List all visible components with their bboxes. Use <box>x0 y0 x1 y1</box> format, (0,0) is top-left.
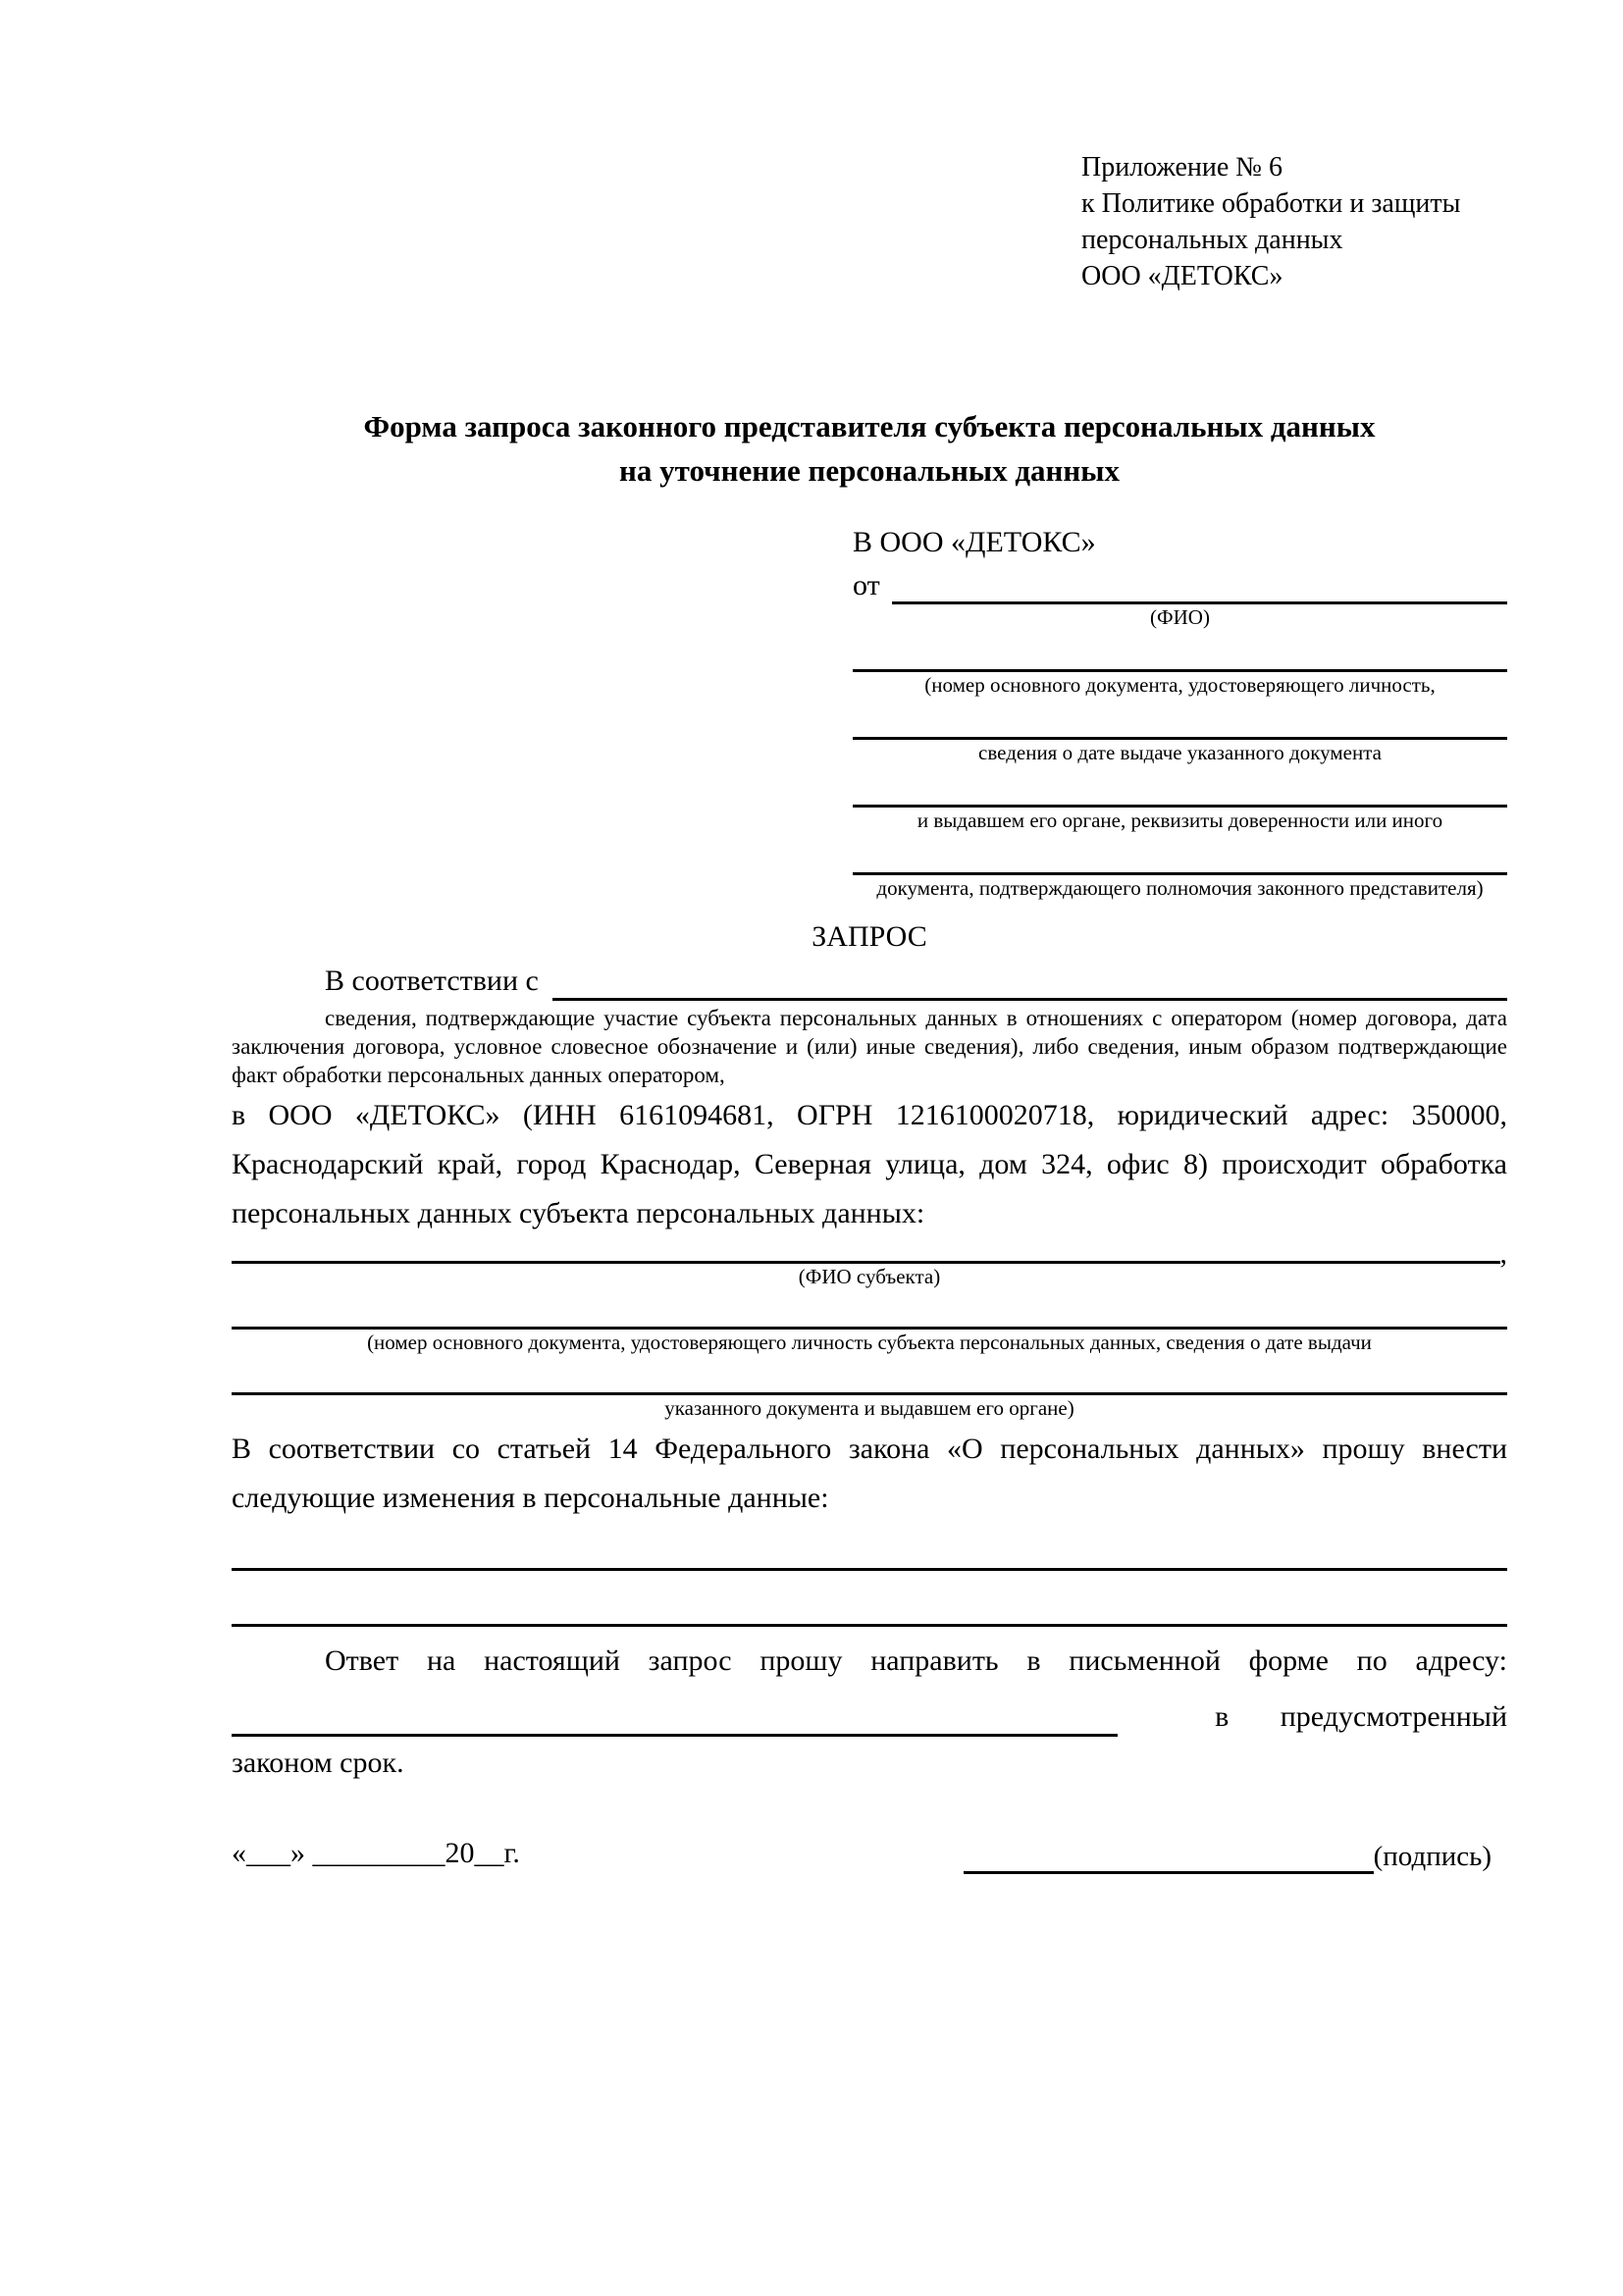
appendix-number: Приложение № 6 <box>1081 152 1283 183</box>
representative-doc-caption-2: сведения о дате выдаче указанного документа <box>978 741 1382 764</box>
form-title-line1: Форма запроса законного представителя субъекта персональных данных <box>363 409 1376 444</box>
form-title-line2: на уточнение персональных данных <box>619 453 1120 488</box>
participation-note: сведения, подтверждающие участие субъекта персональных данных в отношениях с оператором (номер договора, дата заключения договора, условное словесное обозначение и (или) иные сведения), либо сведения, иным образом подтверждающие факт обработки персональных данных оператором, <box>232 1006 1507 1087</box>
representative-doc-caption-4: документа, подтверждающего полномочия законного представителя) <box>876 876 1484 900</box>
form-title <box>232 404 1507 493</box>
signature-blank-line <box>964 1838 1374 1874</box>
request-heading: ЗАПРОС <box>812 920 927 953</box>
addressee-block <box>853 522 1507 901</box>
accordance-blank-line <box>552 998 1507 1001</box>
reply-address-row <box>232 1686 1507 1737</box>
appendix-policy-line2: персональных данных <box>1081 225 1343 255</box>
appendix-policy-line: к Политике обработки и защиты <box>1081 188 1461 219</box>
accordance-prefix: В соответствии с <box>325 965 539 997</box>
representative-doc-blank-line-1 <box>853 630 1507 672</box>
subject-fio-caption: (ФИО субъекта) <box>798 1265 941 1288</box>
subject-doc-caption-1: (номер основного документа, удостоверяющего личность субъекта персональных данных, сведения о дате выдачи <box>367 1331 1372 1354</box>
date-field: «___» _________20__г. <box>232 1837 520 1869</box>
law-paragraph: В соответствии со статьей 14 Федерального закона «О персональных данных» прошу внести следующие изменения в персональные данные: <box>232 1433 1507 1514</box>
representative-doc-caption-1: (номер основного документа, удостоверяющего личность, <box>924 673 1436 697</box>
subject-doc-blank-line-2 <box>232 1355 1507 1395</box>
representative-doc-blank-line-4 <box>853 833 1507 875</box>
operator-paragraph: в ООО «ДЕТОКС» (ИНН 6161094681, ОГРН 1216100020718, юридический адрес: 350000, Краснодарский край, город Краснодар, Северная улица, дом 324, офис 8) происходит обработка персональных данных субъекта персональных данных: <box>232 1099 1507 1229</box>
accordance-row <box>232 962 1507 1001</box>
trailing-comma: , <box>1499 1237 1507 1270</box>
from-label: от <box>853 569 880 601</box>
reply-paragraph-tail: в предусмотренный <box>1215 1700 1507 1733</box>
subject-fio-row <box>232 1237 1507 1270</box>
signature-caption: (подпись) <box>1373 1841 1492 1872</box>
from-field-row <box>853 563 1507 604</box>
appendix-header <box>1081 149 1507 294</box>
representative-doc-blank-line-3 <box>853 765 1507 808</box>
representative-doc-caption-3: и выдавшем его органе, реквизиты доверенности или иного <box>916 809 1443 832</box>
subject-doc-blank-line-1 <box>232 1289 1507 1330</box>
appendix-org-name: ООО «ДЕТОКС» <box>1081 261 1283 291</box>
footer-row <box>232 1833 1507 1874</box>
addressee-org: В ООО «ДЕТОКС» <box>853 526 1096 558</box>
changes-blank-line-2 <box>232 1571 1507 1627</box>
reply-paragraph-line3: законом срок. <box>232 1747 404 1779</box>
signature-group <box>964 1838 1492 1874</box>
reply-paragraph-line1: Ответ на настоящий запрос прошу направить в письменной форме по адресу: <box>325 1644 1507 1677</box>
representative-doc-blank-line-2 <box>853 698 1507 740</box>
subject-doc-caption-2: указанного документа и выдавшем его органе) <box>664 1396 1074 1420</box>
changes-blank-line-1 <box>232 1537 1507 1571</box>
fio-caption: (ФИО) <box>1150 605 1210 629</box>
reply-address-blank-line <box>232 1734 1118 1737</box>
